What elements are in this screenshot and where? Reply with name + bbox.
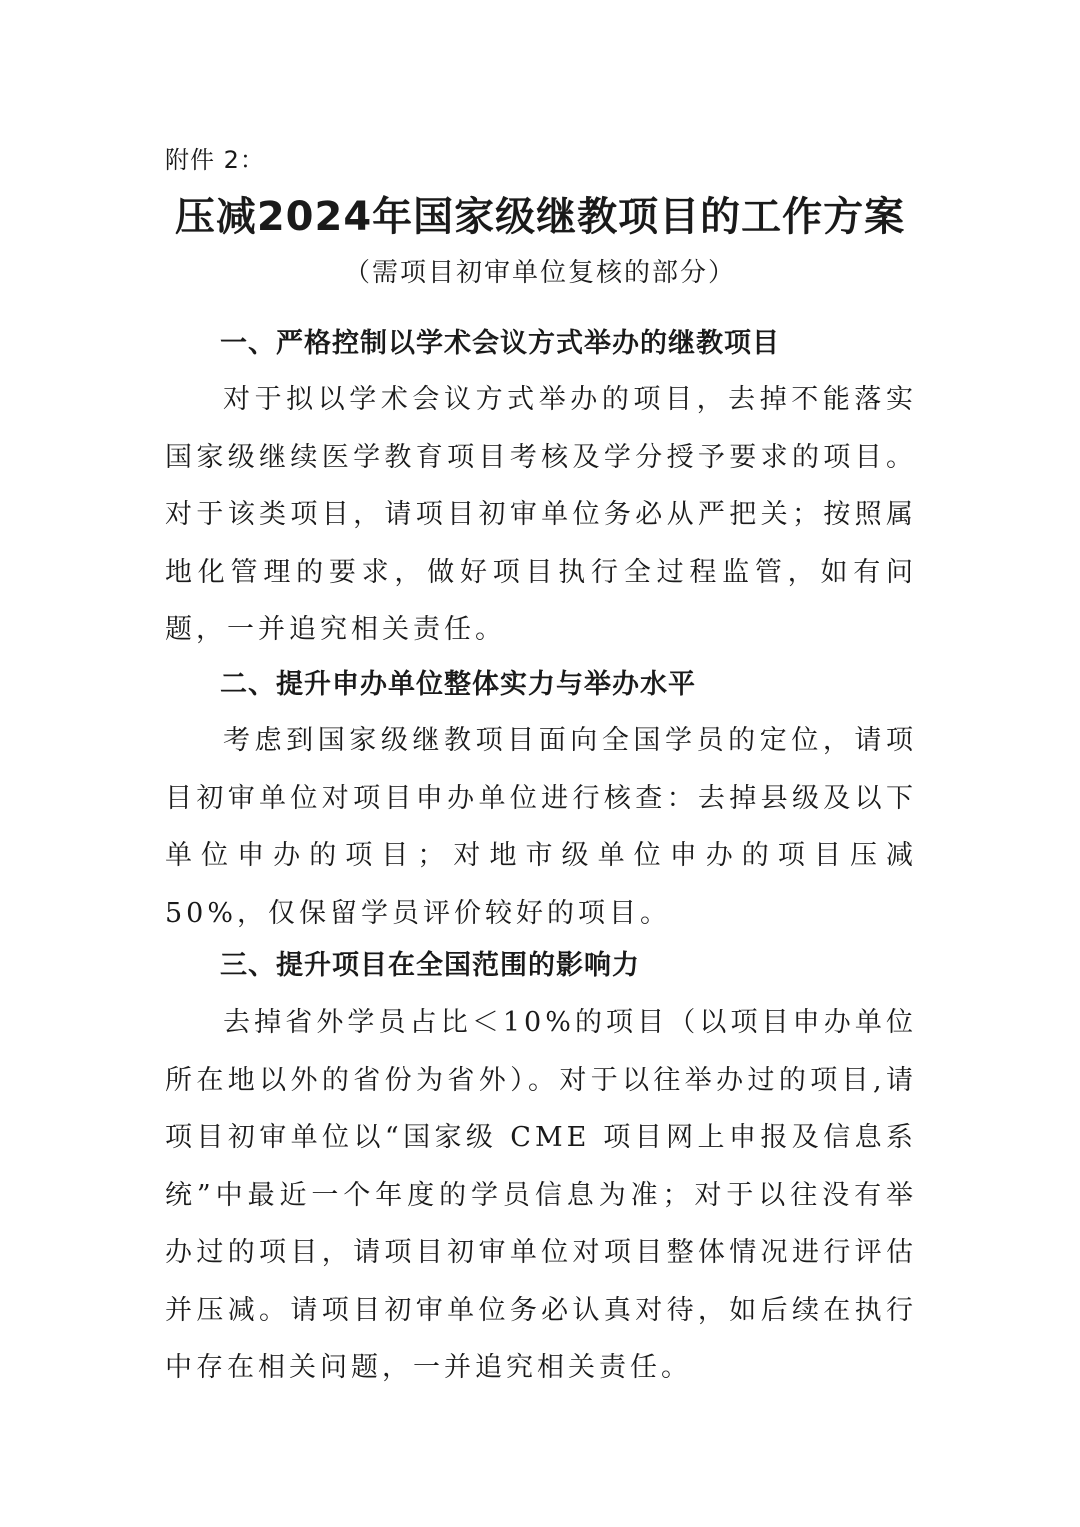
document-title: 压减2024年国家级继教项目的工作方案 (174, 194, 906, 240)
section-1-body: 对于拟以学术会议方式举办的项目，去掉不能落实国家级继续医学教育项目考核及学分授予要求的项目。对于该类项目，请项目初审单位务必从严把关；按照属地化管理的要求，做好项目执行全过程监管，如有问题，一并追究相关责任。 (165, 384, 917, 645)
document-subtitle: （需项目初审单位复核的部分） (343, 258, 736, 288)
section-3-heading: 三、提升项目在全国范围的影响力 (220, 950, 640, 981)
section-3-body: 去掉省外学员占比＜10%的项目（以项目申办单位所在地以外的省份为省外）。对于以往举办过的项目,请项目初审单位以“国家级 CME 项目网上申报及信息系统”中最近一个年度的学员信息为准；对于以往没有举办过的项目，请项目初审单位对项目整体情况进行评估并压减。请项目初审单位务必认真对待，如后续在执行中存在相关问题，一并追究相关责任。 (165, 1007, 917, 1383)
section-1-heading: 一、严格控制以学术会议方式举办的继教项目 (220, 328, 780, 359)
section-2-heading: 二、提升申办单位整体实力与举办水平 (220, 669, 696, 700)
section-2-body: 考虑到国家级继教项目面向全国学员的定位，请项目初审单位对项目申办单位进行核查：去掉县级及以下单位申办的项目；对地市级单位申办的项目压减 50%，仅保留学员评价较好的项目。 (165, 725, 917, 929)
attachment-label: 附件 2： (165, 146, 265, 174)
